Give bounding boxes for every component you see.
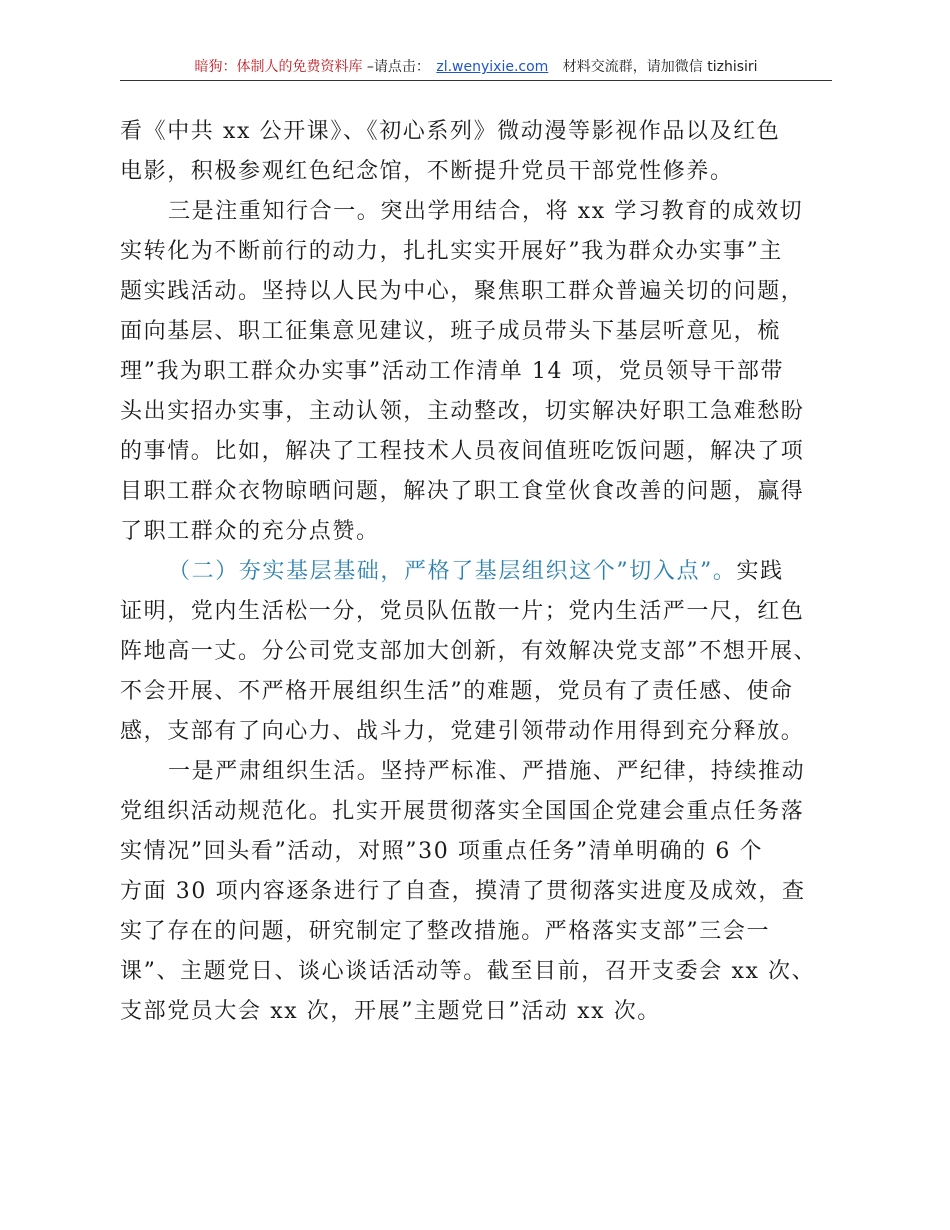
header-click-prompt: –请点击： (366, 59, 430, 75)
paragraph-line: 支部党员大会 xx 次，开展”主题党日”活动 xx 次。 (120, 999, 661, 1024)
paragraph-4 (120, 752, 832, 1032)
paragraph-1 (120, 112, 832, 192)
paragraph-line: 党组织活动规范化。扎实开展贯彻落实全国国企党建会重点任务落 (120, 799, 805, 824)
paragraph-line: 理”我为职工群众办实事”活动工作清单 14 项，党员领导干部带 (120, 359, 785, 384)
paragraph-line: 了职工群众的充分点赞。 (120, 519, 380, 544)
paragraph-line: 面向基层、职工征集意见建议，班子成员带头下基层听意见，梳 (120, 319, 781, 344)
paragraph-2 (120, 192, 832, 552)
paragraph-line: 证明，党内生活松一分，党员队伍散一片；党内生活严一尺，红色 (120, 599, 805, 624)
header-note: 材料交流群，请加微信 tizhisiri (562, 59, 758, 75)
header-brand: 暗狗：体制人的免费资料库 (194, 59, 363, 75)
document-body (120, 112, 832, 1032)
header-link[interactable]: zl.wenyixie.com (436, 59, 549, 75)
heading-line-rest: 实践 (736, 559, 784, 584)
paragraph-line-first (120, 552, 832, 592)
paragraph-line: 电影，积极参观红色纪念馆，不断提升党员干部党性修养。 (120, 159, 734, 184)
paragraph-line: 头出实招办实事，主动认领，主动整改，切实解决好职工急难愁盼 (120, 399, 805, 424)
paragraph-line: 实了存在的问题，研究制定了整改措施。严格落实支部”三会一 (120, 919, 771, 944)
paragraph-line: 阵地高一丈。分公司党支部加大创新，有效解决党支部”不想开展、 (120, 639, 818, 664)
paragraph-line: 的事情。比如，解决了工程技术人员夜间值班吃饭问题，解决了项 (120, 439, 805, 464)
paragraph-line: 一是严肃组织生活。坚持严标准、严措施、严纪律，持续推动 (168, 759, 806, 784)
section-heading: （二）夯实基层基础，严格了基层组织这个”切入点”。 (168, 559, 737, 584)
paragraph-line: 感，支部有了向心力、战斗力，党建引领带动作用得到充分释放。 (120, 719, 805, 744)
paragraph-line: 课”、主题党日、谈心谈话活动等。截至目前，召开支委会 xx 次、 (120, 959, 816, 984)
paragraph-line: 三是注重知行合一。突出学用结合，将 xx 学习教育的成效切 (168, 199, 804, 224)
paragraph-line: 实转化为不断前行的动力，扎扎实实开展好”我为群众办实事”主 (120, 239, 783, 264)
paragraph-3 (120, 552, 832, 752)
paragraph-line: 目职工群众衣物晾晒问题，解决了职工食堂伙食改善的问题，赢得 (120, 479, 805, 504)
paragraph-line: 实情况”回头看”活动，对照”30 项重点任务”清单明确的 6 个 (120, 839, 764, 864)
paragraph-line: 题实践活动。坚持以人民为中心，聚焦职工群众普遍关切的问题， (120, 279, 805, 304)
paragraph-line: 看《中共 xx 公开课》、《初心系列》微动漫等影视作品以及红色 (120, 119, 781, 144)
paragraph-line: 不会开展、不严格开展组织生活”的难题，党员有了责任感、使命 (120, 679, 794, 704)
page-header (120, 56, 832, 81)
paragraph-line: 方面 30 项内容逐条进行了自查，摸清了贯彻落实进度及成效，查 (120, 879, 806, 904)
